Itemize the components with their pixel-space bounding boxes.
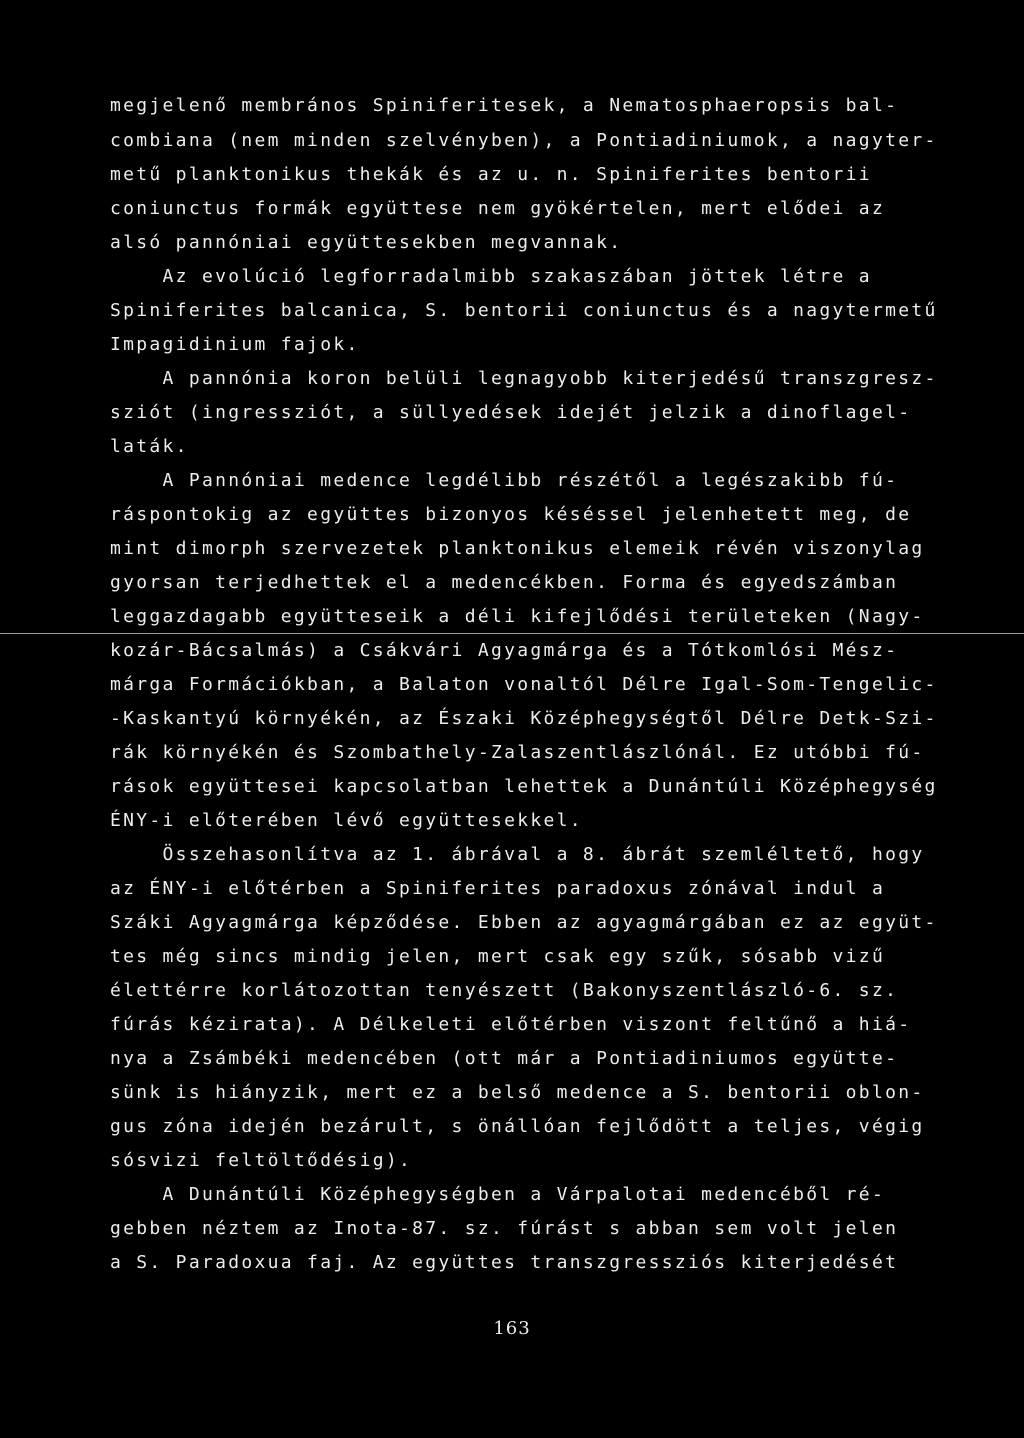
text-line: a S. Paradoxua faj. Az együttes transzgressziós kiterjedését [110, 1252, 899, 1273]
text-line: tes még sincs mindig jelen, mert csak egy szűk, sósabb vizű [110, 946, 886, 967]
text-line: mint dimorph szervezetek planktonikus elemeik révén viszonylag [110, 538, 925, 559]
text-line: combiana (nem minden szelvényben), a Pontiadiniumok, a nagyter- [110, 130, 938, 151]
text-line: A pannónia koron belüli legnagyobb kiterjedésű transzgresz- [110, 368, 938, 389]
text-line: sziót (ingressziót, a süllyedések idejét jelzik a dinoflagel- [110, 402, 912, 423]
text-line: rások együttesei kapcsolatban lehettek a Dunántúli Középhegység [110, 776, 938, 797]
text-line: Összehasonlítva az 1. ábrával a 8. ábrát szemléltető, hogy [110, 844, 925, 865]
text-line: márga Formációkban, a Balaton vonaltól Délre Igal-Som-Tengelic- [110, 674, 938, 695]
text-line: megjelenő membrános Spiniferitesek, a Nematosphaeropsis bal- [110, 95, 899, 116]
text-line: Impagidinium fajok. [110, 334, 360, 355]
text-line: nya a Zsámbéki medencében (ott már a Pontiadiniumos együtte- [110, 1048, 899, 1069]
text-line: coniunctus formák együttese nem gyökértelen, mert elődei az [110, 198, 886, 219]
text-line: sósvizi feltöltődésig). [110, 1150, 413, 1171]
text-line: Spiniferites balcanica, S. bentorii coniunctus és a nagytermetű [110, 300, 938, 321]
text-line: az ÉNY-i előtérben a Spiniferites paradoxus zónával indul a [110, 878, 886, 899]
text-line: alsó pannóniai együttesekben megvannak. [110, 232, 623, 253]
scan-divider-line [0, 633, 1024, 634]
text-line: gus zóna idején bezárult, s önállóan fejlődött a teljes, végig [110, 1116, 925, 1137]
text-line: Száki Agyagmárga képződése. Ebben az agyagmárgában ez az együt- [110, 912, 938, 933]
text-line: Az evolúció legforradalmibb szakaszában jöttek létre a [110, 266, 872, 287]
text-line: metű planktonikus thekák és az u. n. Spiniferites bentorii [110, 164, 872, 185]
text-line: -Kaskantyú környékén, az Északi Középhegységtől Délre Detk-Szi- [110, 708, 938, 729]
text-line: kozár-Bácsalmás) a Csákvári Agyagmárga és a Tótkomlósi Mész- [110, 640, 899, 661]
text-line: laták. [110, 436, 189, 457]
text-line: A Dunántúli Középhegységben a Várpalotai medencéből ré- [110, 1184, 886, 1205]
text-line: fúrás kézirata). A Délkeleti előtérben viszont feltűnő a hiá- [110, 1014, 912, 1035]
text-line: A Pannóniai medence legdélibb részétől a legészakibb fú- [110, 470, 899, 491]
text-line: gebben néztem az Inota-87. sz. fúrást s abban sem volt jelen [110, 1218, 899, 1239]
text-line: ÉNY-i előterében lévő együttesekkel. [110, 810, 583, 831]
text-line: ráspontokig az együttes bizonyos késéssel jelenhetett meg, de [110, 504, 912, 525]
text-line: leggazdagabb együtteseik a déli kifejlődési területeken (Nagy- [110, 606, 925, 627]
text-line: sünk is hiányzik, mert ez a belső medence a S. bentorii oblon- [110, 1082, 925, 1103]
page-number: 163 [493, 1318, 531, 1339]
text-line: élettérre korlátozottan tenyészett (Bakonyszentlászló-6. sz. [110, 980, 899, 1001]
text-line: gyorsan terjedhettek el a medencékben. Forma és egyedszámban [110, 572, 899, 593]
text-line: rák környékén és Szombathely-Zalaszentlászlónál. Ez utóbbi fú- [110, 742, 925, 763]
